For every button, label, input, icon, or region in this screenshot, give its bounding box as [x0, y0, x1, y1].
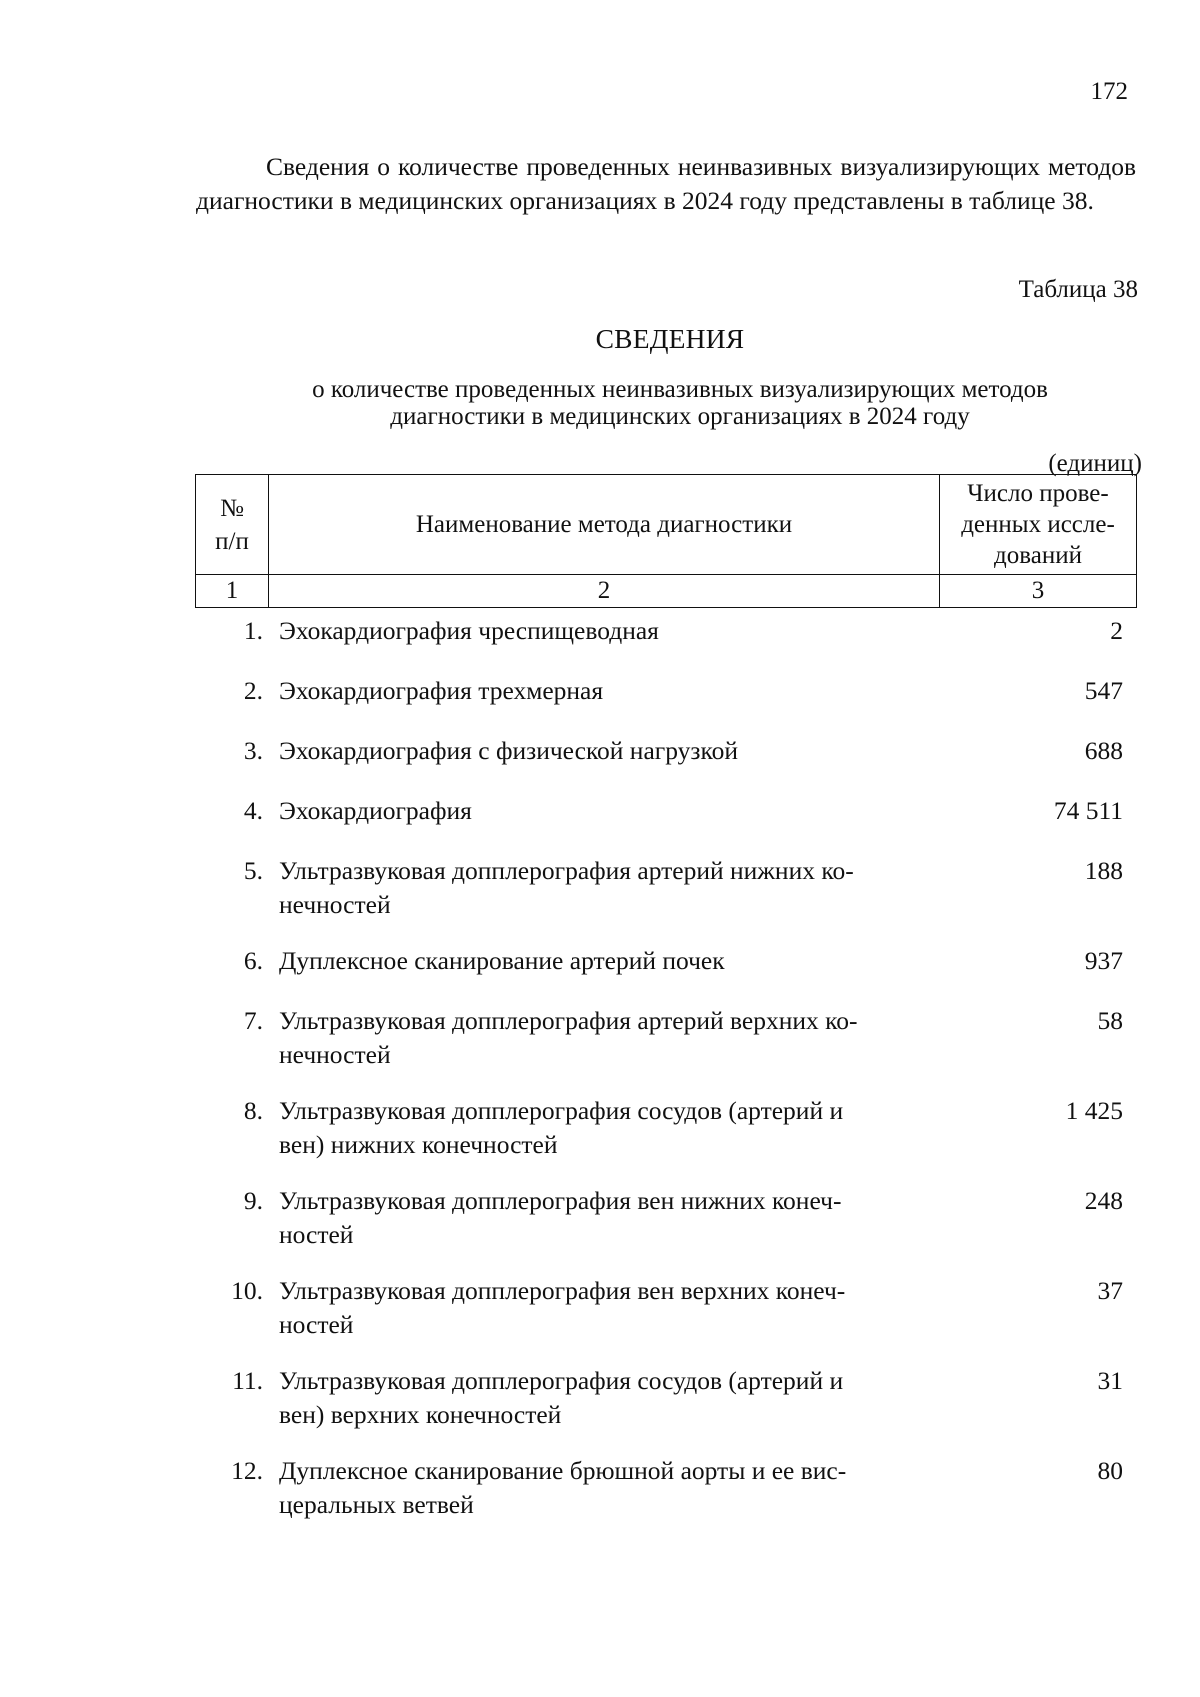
row-value: 188: [1084, 856, 1123, 885]
table-header: [195, 474, 1137, 608]
row-number: 4.: [243, 796, 263, 825]
row-value: 248: [1084, 1186, 1123, 1215]
table-title: СВЕДЕНИЯ: [595, 323, 745, 354]
row-method-name: Ультразвуковая допплерография артерий нижних ко- нечностей: [279, 856, 854, 919]
row-number: 3.: [243, 736, 263, 765]
column-number-2: 2: [269, 575, 940, 608]
row-method-name: Эхокардиография трехмерная: [279, 676, 604, 705]
row-method-name: Ультразвуковая допплерография сосудов (артерий и вен) верхних конечностей: [279, 1366, 844, 1429]
intro-paragraph: [196, 150, 1136, 218]
row-number: 2.: [243, 676, 263, 705]
subtitle-line-1: о количестве проведенных неинвазивных визуализирующих методов: [312, 376, 1048, 403]
row-number: 10.: [231, 1276, 263, 1305]
row-method-name: Ультразвуковая допплерография вен нижних конеч- ностей: [279, 1186, 842, 1249]
page-number: 172: [1090, 78, 1128, 105]
column-number-row: [196, 575, 1137, 608]
row-number: 1.: [243, 616, 263, 645]
row-value: 80: [1097, 1456, 1123, 1485]
header-count-line-3: дований: [994, 542, 1082, 569]
row-number: 11.: [232, 1366, 263, 1395]
column-number-3: 3: [940, 575, 1137, 608]
row-value: 547: [1084, 676, 1123, 705]
column-number-1: 1: [196, 575, 269, 608]
intro-text: Сведения о количестве проведенных неинвазивных визуализирующих методов диагностики в медицинских организациях в 2024 году представлены в таблице 38.: [196, 152, 1136, 215]
table-subtitle: [230, 376, 1130, 430]
row-value: 1 425: [1065, 1096, 1123, 1125]
row-number: 6.: [243, 946, 263, 975]
row-number: 9.: [243, 1186, 263, 1215]
row-number: 8.: [243, 1096, 263, 1125]
row-method-name: Ультразвуковая допплерография вен верхних конеч- ностей: [279, 1276, 846, 1339]
row-value: 937: [1084, 946, 1123, 975]
row-value: 2: [1110, 616, 1123, 645]
row-method-name: Дуплексное сканирование брюшной аорты и ее вис- церальных ветвей: [279, 1456, 847, 1519]
row-number: 7.: [243, 1006, 263, 1035]
header-number-line-2: п/п: [215, 527, 249, 555]
header-count-line-2: денных иссле-: [961, 511, 1115, 538]
row-value: 58: [1097, 1006, 1123, 1035]
row-number: 12.: [231, 1456, 263, 1485]
row-value: 37: [1097, 1276, 1123, 1305]
row-method-name: Эхокардиография с физической нагрузкой: [279, 736, 738, 765]
row-value: 74 511: [1053, 796, 1123, 825]
row-method-name: Ультразвуковая допплерография сосудов (артерий и вен) нижних конечностей: [279, 1096, 844, 1159]
row-method-name: Эхокардиография чреспищеводная: [279, 616, 659, 645]
row-method-name: Ультразвуковая допплерография артерий верхних ко- нечностей: [279, 1006, 858, 1069]
row-value: 31: [1097, 1366, 1123, 1395]
header-count-cell: [940, 475, 1137, 575]
row-value: 688: [1084, 736, 1123, 765]
row-method-name: Эхокардиография: [279, 796, 472, 825]
header-number-cell: [196, 475, 269, 575]
subtitle-line-2: диагностики в медицинских организациях в 2024 году: [390, 403, 970, 430]
table-label: Таблица 38: [1018, 276, 1138, 303]
header-method-name: Наименование метода диагностики: [269, 475, 940, 575]
header-count-line-1: Число прове-: [967, 480, 1109, 507]
units-note: (единиц): [1048, 450, 1142, 477]
row-number: 5.: [243, 856, 263, 885]
header-number-line-1: №: [220, 494, 244, 522]
row-method-name: Дуплексное сканирование артерий почек: [279, 946, 725, 975]
